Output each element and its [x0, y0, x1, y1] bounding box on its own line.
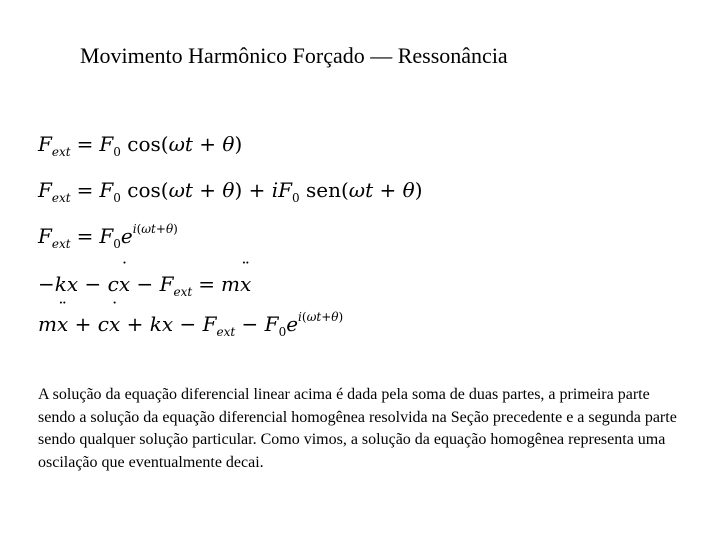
equation-1: $F_{ext} = F_0$ cos(ωt + θ) — [38, 132, 243, 159]
equation-2: $F_{ext} = F_0$ $\cos(\omega t + \theta) + iF_0$ sen(ωt + θ) — [38, 178, 423, 205]
equation-block — [38, 120, 438, 350]
equation-3: $F_{ext} = F_0e^{i(\omega t+\theta)}$ — [38, 222, 178, 251]
equation-5: mx ¨ + cx ˙ + kx − $F_{ext} - F_0e^{i(\omega t+\theta)}$ — [38, 304, 343, 344]
equation-4: −kx − cx ˙ − $F_{ext}$ = mx ¨ — [38, 264, 251, 304]
explanation-paragraph: A solução da equação diferencial linear acima é dada pela soma de duas partes, a primeira parte sendo a solução da equação diferencial homogênea resolvida na Seção precedente e a segunda parte sendo qualquer solução particular. Como vimos, a solução da equação homogênea representa uma oscilação que eventualmente decai. — [38, 386, 677, 471]
slide-title: Movimento Harmônico Forçado — Ressonância — [80, 43, 508, 68]
